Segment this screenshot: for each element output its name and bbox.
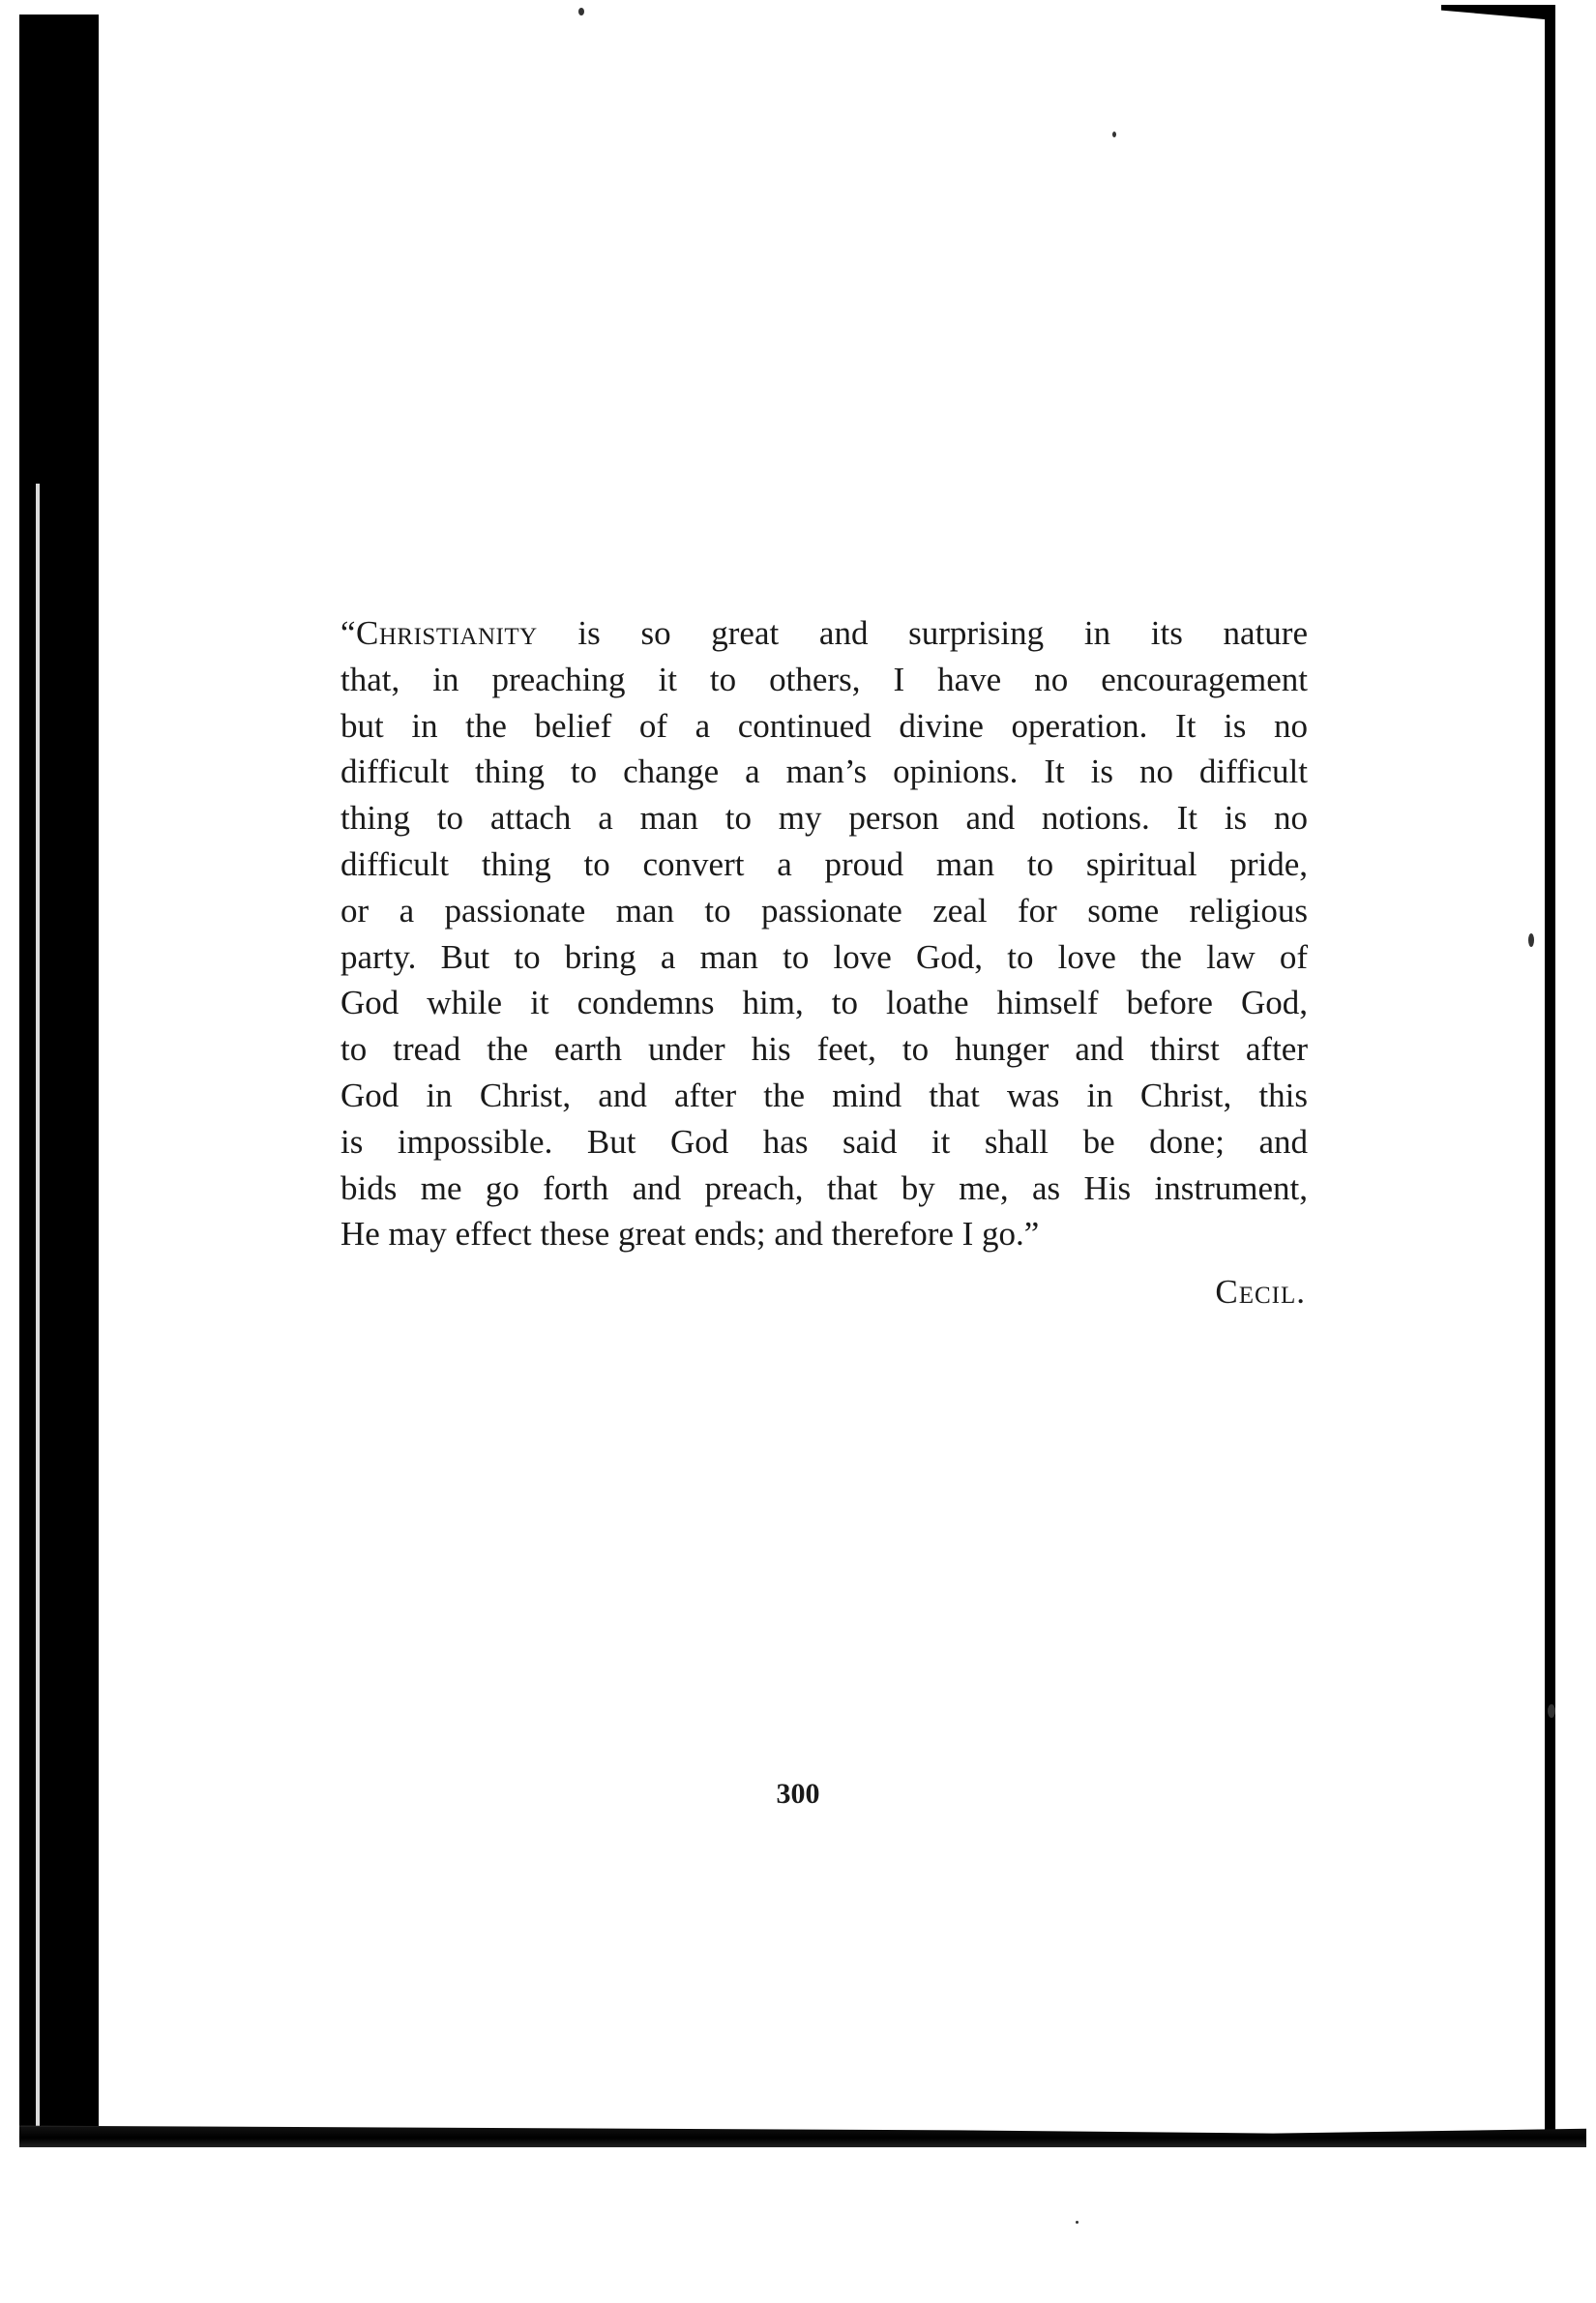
scan-speck	[1076, 2221, 1079, 2224]
quote-line: God while it condemns him, to loathe himself before God,	[340, 984, 1308, 1022]
quote-line: bids me go forth and preach, that by me, as His instrument,	[340, 1168, 1308, 1207]
quote-line: difficult thing to change a man’s opinions. It is no difficult	[340, 753, 1308, 791]
page-number: 300	[776, 1778, 820, 1810]
quote-attribution: Cecil.	[1215, 1273, 1306, 1311]
quote-line: thing to attach a man to my person and notions. It is no	[340, 799, 1308, 838]
quote-line: is impossible. But God has said it shall be done; and	[340, 1122, 1308, 1161]
book-edge-left	[19, 15, 99, 2147]
quote-lead-smallcaps: “Christianity	[340, 614, 538, 652]
scan-speck	[578, 8, 584, 15]
quote-line: God in Christ, and after the mind that was in Christ, this	[340, 1076, 1308, 1114]
scan-speck	[1112, 132, 1116, 137]
quote-paragraph	[340, 610, 1308, 1257]
quote-line: party. But to bring a man to love God, to love the law of	[340, 937, 1308, 976]
quote-line	[340, 610, 1308, 657]
scan-speck	[1528, 933, 1534, 947]
scan-speck	[1548, 1704, 1555, 1718]
quote-line: to tread the earth under his feet, to hunger and thirst after	[340, 1030, 1308, 1069]
quote-line: or a passionate man to passionate zeal for some religious	[340, 891, 1308, 930]
quote-line: but in the belief of a continued divine operation. It is no	[340, 706, 1308, 745]
book-edge-top-right	[1441, 5, 1555, 20]
book-edge-left-highlight	[36, 484, 40, 2128]
book-edge-right	[1545, 8, 1555, 2136]
quote-line-text: is so great and surprising in its nature	[537, 614, 1308, 652]
quote-line: that, in preaching it to others, I have no encouragement	[340, 660, 1308, 698]
quote-line: difficult thing to convert a proud man to spiritual pride,	[340, 844, 1308, 883]
quote-line: He may effect these great ends; and therefore I go.”	[340, 1215, 1040, 1254]
book-edge-bottom	[19, 2116, 1586, 2147]
